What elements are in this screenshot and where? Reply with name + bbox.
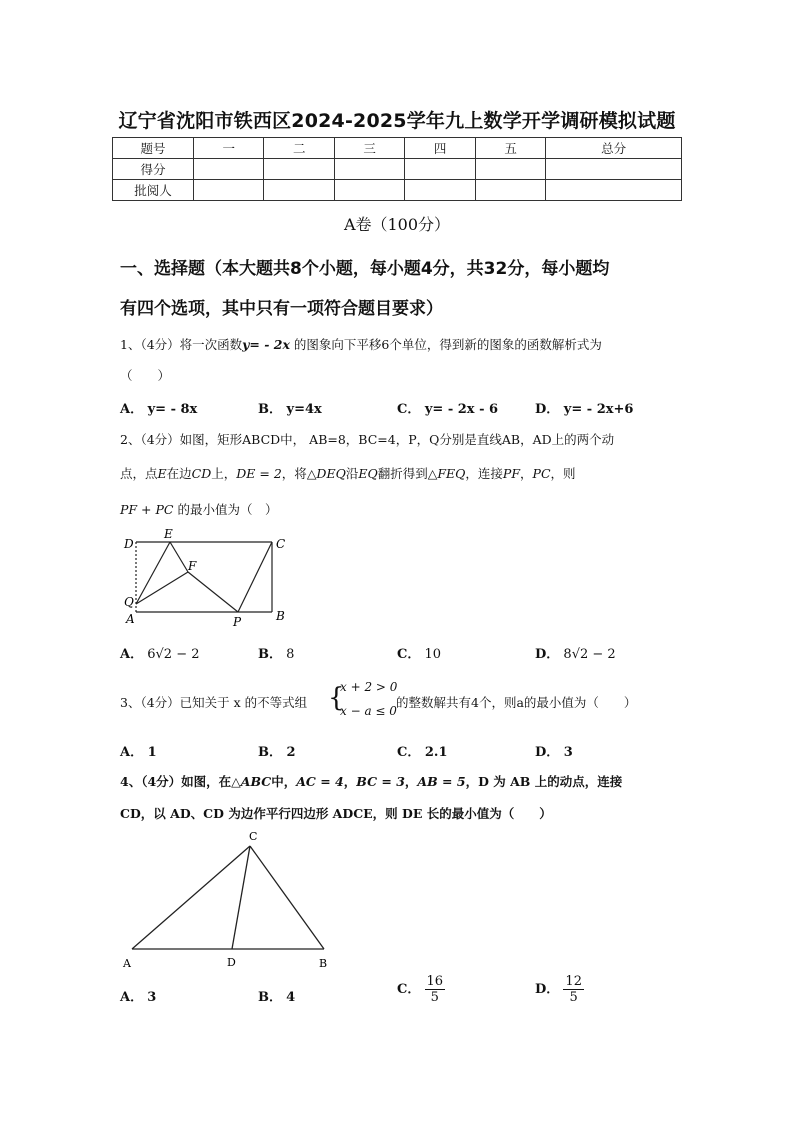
table-header-cell: 五: [475, 138, 545, 159]
q2-text: 沿: [345, 466, 359, 481]
q4-option-d[interactable]: [535, 974, 584, 1005]
table-cell[interactable]: [194, 159, 264, 180]
q2-option-a[interactable]: [120, 643, 200, 662]
table-cell[interactable]: [334, 180, 404, 201]
q2-text: 上，: [211, 466, 237, 481]
q2-math: PC: [532, 466, 551, 481]
q1-option-b[interactable]: B． y=4x: [258, 402, 322, 417]
table-header-cell: 一: [194, 138, 264, 159]
q2-label-q: Q: [124, 595, 134, 609]
table-cell[interactable]: [546, 159, 682, 180]
page-title: 辽宁省沈阳市铁西区2024-2025学年九上数学开学调研模拟试题: [118, 110, 676, 132]
table-cell[interactable]: [405, 180, 475, 201]
q2-label-f: F: [188, 559, 197, 573]
q2-label-b: B: [276, 609, 285, 623]
q2-text: 翻折得到: [377, 466, 428, 481]
q1-option-a[interactable]: A． y= - 8x: [120, 402, 198, 417]
table-row: [113, 138, 682, 159]
table-cell[interactable]: [405, 159, 475, 180]
option-letter: D．: [535, 647, 560, 662]
question-2-line3: [120, 500, 680, 518]
option-text: 4: [286, 990, 296, 1005]
q4-label-c: C: [249, 830, 258, 843]
q2-math: △FEQ: [427, 466, 466, 481]
q4-option-d-fraction: [563, 974, 584, 1005]
q2-label-e: E: [164, 528, 173, 541]
q2-text: ，则: [550, 466, 576, 481]
table-row: [113, 180, 682, 201]
q4-math: AB = 5: [417, 774, 466, 789]
table-cell[interactable]: [475, 180, 545, 201]
q4-option-c[interactable]: [397, 974, 445, 1005]
q2-option-b[interactable]: [258, 643, 294, 662]
q3-brace-icon: {: [328, 683, 345, 713]
q2-text: 的最小值为（ ）: [173, 502, 278, 517]
option-letter: C．: [397, 982, 421, 997]
section1-heading-line1: 一、选择题（本大题共8个小题，每小题4分，共32分，每小题均: [120, 259, 610, 279]
question-3-prefix: 3、（4分）已知关于 x 的不等式组: [120, 695, 308, 710]
option-text: 8√2 − 2: [563, 647, 616, 662]
q3-option-c[interactable]: C． 2.1: [397, 745, 448, 760]
q4-text: ，: [404, 774, 418, 789]
option-letter: B．: [258, 990, 282, 1005]
q1-prefix: 1、（4分）将一次函数: [120, 337, 243, 352]
option-letter: A．: [120, 990, 144, 1005]
table-cell[interactable]: [546, 180, 682, 201]
table-header-cell: 题号: [113, 138, 194, 159]
table-cell[interactable]: [475, 159, 545, 180]
table-cell[interactable]: [264, 159, 334, 180]
q4-option-a[interactable]: [120, 986, 156, 1005]
q1-function: y= - 2x: [242, 337, 290, 352]
q4-text: 中，: [271, 774, 297, 789]
q2-option-d[interactable]: [535, 643, 616, 662]
table-row-label: 批阅人: [113, 180, 194, 201]
option-text: 6√2 − 2: [147, 647, 200, 662]
q2-option-c[interactable]: [397, 643, 441, 662]
q4-triangle-figure: [115, 828, 345, 973]
q2-text: 在边: [166, 466, 192, 481]
q2-label-p: P: [233, 615, 242, 628]
table-cell[interactable]: [334, 159, 404, 180]
option-text: 10: [424, 647, 442, 662]
q2-math: EQ: [358, 466, 378, 481]
q4-text: 4、（4分）如图，在: [120, 774, 232, 789]
q2-text: ，连接: [465, 466, 503, 481]
q2-math: PF: [502, 466, 521, 481]
fraction-denominator: 5: [430, 990, 439, 1005]
q4-label-a: A: [123, 957, 131, 970]
q2-math: PF + PC: [120, 502, 174, 517]
option-letter: C．: [397, 647, 421, 662]
table-header-cell: 四: [405, 138, 475, 159]
question-2-line1: 2、（4分）如图，矩形ABCD中， AB=8，BC=4，P，Q分别是直线AB，AD上的两个动: [120, 432, 615, 447]
q4-label-d: D: [227, 956, 236, 969]
q4-text: ，D 为 AB 上的动点，连接: [465, 774, 623, 789]
q2-label-a: A: [126, 612, 135, 626]
q4-option-c-fraction: [425, 974, 446, 1005]
q3-option-d[interactable]: D． 3: [535, 745, 573, 760]
q2-label-c: C: [276, 537, 286, 551]
table-row: [113, 159, 682, 180]
q4-option-b[interactable]: [258, 986, 295, 1005]
table-cell[interactable]: [194, 180, 264, 201]
q1-option-d[interactable]: D． y= - 2x+6: [535, 402, 634, 417]
question-2-line2: [120, 464, 680, 482]
q2-math: DE = 2: [236, 466, 282, 481]
q2-rectangle-figure: [118, 528, 298, 628]
score-table: [112, 137, 682, 201]
q2-math: CD: [191, 466, 212, 481]
q3-option-b[interactable]: B． 2: [258, 745, 296, 760]
q1-suffix: 的图象向下平移6个单位，得到新的图象的函数解析式为: [289, 337, 602, 352]
q4-label-b: B: [319, 957, 328, 970]
question-4-line1: [120, 772, 680, 790]
q2-text: ，将: [281, 466, 307, 481]
table-header-cell: 三: [334, 138, 404, 159]
q2-math: E: [157, 466, 167, 481]
option-letter: D．: [535, 982, 560, 997]
table-row-label: 得分: [113, 159, 194, 180]
question-3-suffix: 的整数解共有4个，则a的最小值为（ ）: [396, 695, 637, 710]
q4-math: AC = 4: [296, 774, 344, 789]
q2-text: ，: [520, 466, 533, 481]
q2-math: △DEQ: [306, 466, 346, 481]
section-a-heading: A卷（100分）: [343, 215, 451, 234]
option-text: 3: [147, 990, 157, 1005]
table-header-cell: 二: [264, 138, 334, 159]
option-letter: B．: [258, 647, 282, 662]
q3-inequality-1: x + 2 > 0: [340, 680, 398, 694]
option-text: 8: [286, 647, 295, 662]
q4-text: ，: [343, 774, 357, 789]
fraction-numerator: 12: [565, 974, 582, 989]
question-4-line2: CD，以 AD、CD 为边作平行四边形 ADCE，则 DE 长的最小值为（ ）: [120, 806, 552, 821]
q4-math: △ABC: [231, 774, 272, 789]
q4-math: BC = 3: [356, 774, 405, 789]
question-1-stem: [120, 335, 680, 353]
fraction-denominator: 5: [569, 990, 578, 1005]
q2-label-d: D: [124, 537, 134, 551]
table-header-cell: 总分: [546, 138, 682, 159]
q3-inequality-2: x − a ≤ 0: [340, 704, 397, 718]
q2-text: 点，点: [120, 466, 158, 481]
option-letter: A．: [120, 647, 144, 662]
fraction-numerator: 16: [426, 974, 444, 989]
q1-option-c[interactable]: C． y= - 2x - 6: [397, 402, 499, 417]
q3-option-a[interactable]: A． 1: [120, 745, 157, 760]
question-1-paren: （ ）: [120, 368, 171, 383]
section1-heading-line2: 有四个选项，其中只有一项符合题目要求）: [120, 299, 443, 319]
table-cell[interactable]: [264, 180, 334, 201]
